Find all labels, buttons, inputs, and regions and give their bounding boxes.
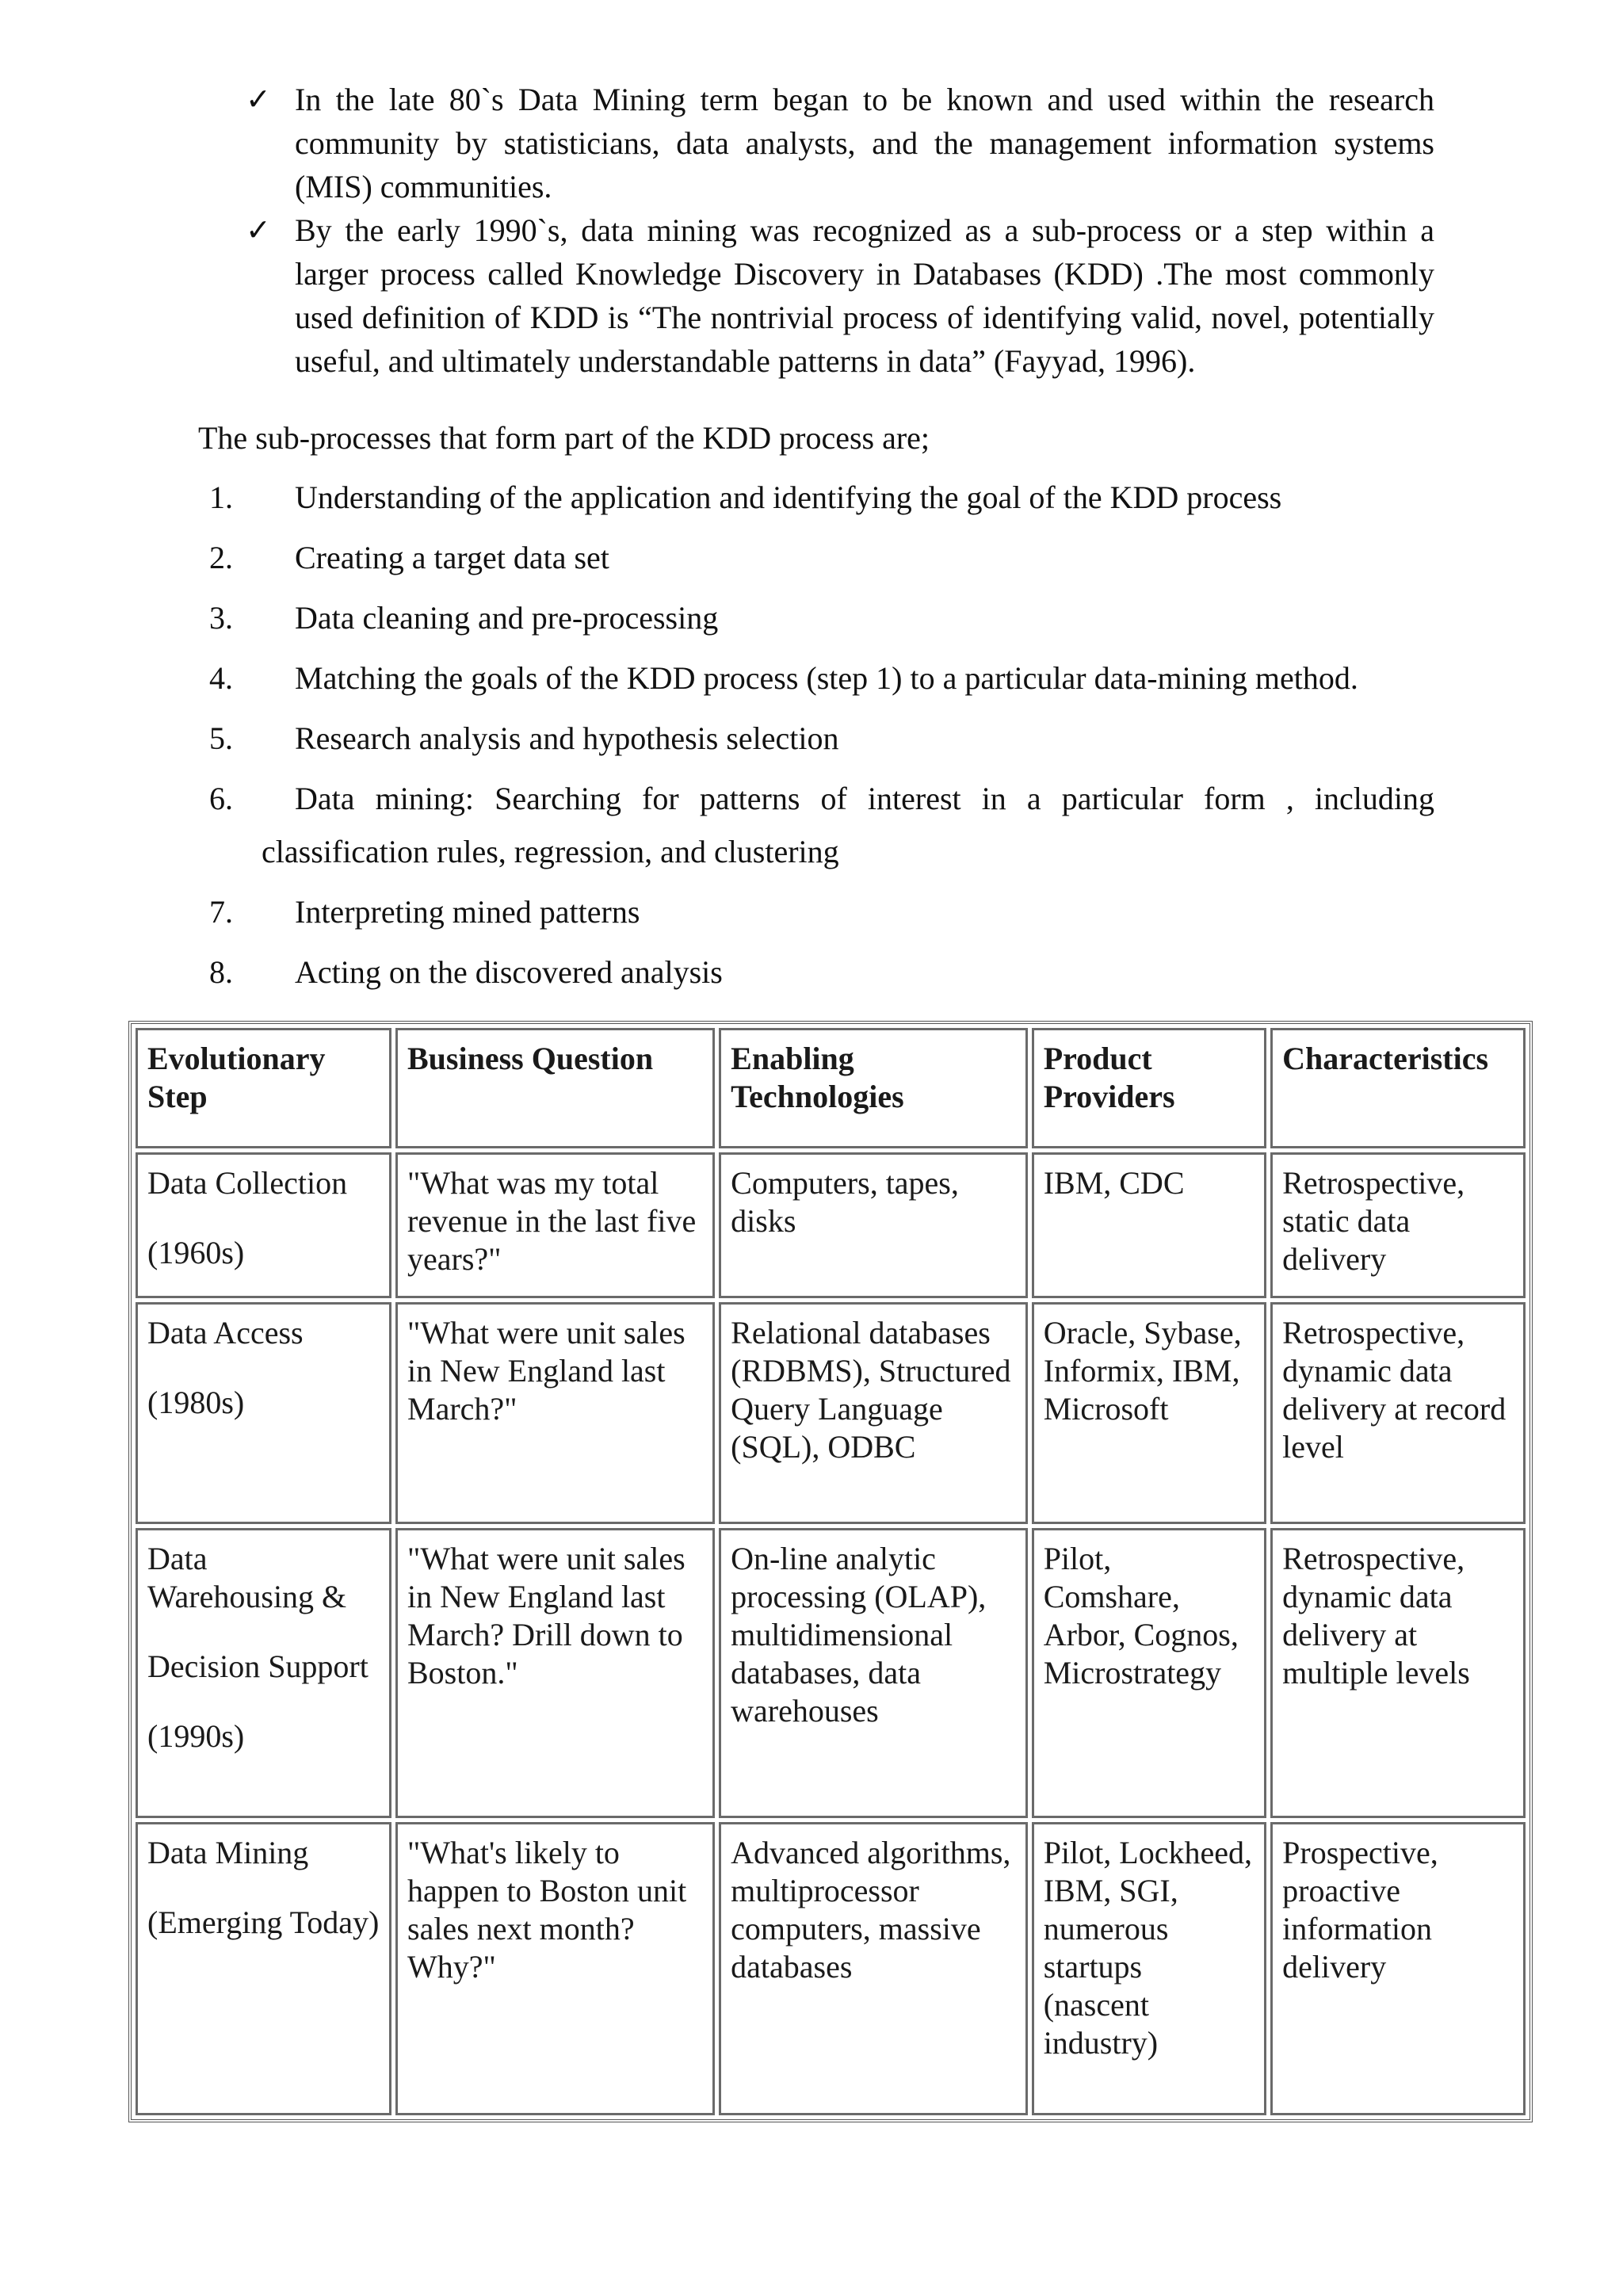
step-number: 4. (209, 660, 233, 696)
step-era: (1980s) (147, 1385, 245, 1420)
cell-product-providers: Oracle, Sybase, Informix, IBM, Microsoft (1032, 1302, 1266, 1524)
step-number: 6. (209, 781, 233, 816)
step-name: Data Warehousing & (147, 1541, 347, 1614)
step-name: Data Mining (147, 1835, 309, 1870)
bullet-text: In the late 80`s Data Mining term began to be known and used within the research community by statisticians, data analysts, and the management information systems (MIS) communities. (295, 82, 1434, 204)
history-bullet-list (238, 78, 1434, 383)
bullet-item (238, 78, 1434, 208)
cell-characteristics: Retrospective, dynamic data delivery at record level (1270, 1302, 1526, 1524)
kdd-intro-paragraph: The sub-processes that form part of the KDD process are; (198, 420, 930, 456)
step-name-cont: Decision Support (147, 1648, 369, 1684)
cell-characteristics: Retrospective, dynamic data delivery at multiple levels (1270, 1528, 1526, 1818)
table-row (136, 1528, 1526, 1818)
step-name: Data Access (147, 1315, 304, 1350)
checkmark-icon: ✓ (246, 82, 271, 117)
header-product-providers: Product Providers (1032, 1028, 1266, 1148)
step-text: Interpreting mined patterns (295, 894, 640, 930)
header-evolutionary-step: Evolutionary Step (136, 1028, 391, 1148)
step-number: 8. (209, 954, 233, 990)
step-era: (1960s) (147, 1235, 245, 1270)
cell-enabling-technologies: On-line analytic processing (OLAP), multidimensional databases, data warehouses (719, 1528, 1028, 1818)
cell-business-question: "What were unit sales in New England last March?" (395, 1302, 715, 1524)
step-era: (Emerging Today) (147, 1904, 380, 1940)
cell-product-providers: IBM, CDC (1032, 1152, 1266, 1298)
step-text: Understanding of the application and identifying the goal of the KDD process (295, 479, 1282, 515)
cell-business-question: "What's likely to happen to Boston unit sales next month? Why?" (395, 1822, 715, 2115)
cell-evolutionary-step (136, 1822, 391, 2115)
list-item (198, 716, 1434, 760)
cell-evolutionary-step (136, 1302, 391, 1524)
list-item (198, 596, 1434, 640)
table-row (136, 1822, 1526, 2115)
step-number: 7. (209, 894, 233, 930)
step-name: Data Collection (147, 1165, 348, 1201)
cell-product-providers: Pilot, Lockheed, IBM, SGI, numerous startups (nascent industry) (1032, 1822, 1266, 2115)
bullet-item (238, 208, 1434, 383)
step-number: 2. (209, 540, 233, 575)
cell-characteristics: Retrospective, static data delivery (1270, 1152, 1526, 1298)
bullet-text: By the early 1990`s, data mining was recognized as a sub-process or a step within a larger process called Knowledge Discovery in Databases (KDD) .The most commonly used definition of KDD is “The nontrivial process of identifying valid, novel, potentially useful, and ultimately understandable patterns in data” (Fayyad, 1996). (295, 212, 1434, 379)
kdd-steps-list (198, 476, 1434, 1010)
list-item (198, 777, 1434, 820)
list-item (198, 476, 1434, 519)
cell-enabling-technologies: Relational databases (RDBMS), Structured Query Language (SQL), ODBC (719, 1302, 1028, 1524)
table-row (136, 1302, 1526, 1524)
cell-enabling-technologies: Advanced algorithms, multiprocessor computers, massive databases (719, 1822, 1028, 2115)
step-text: Acting on the discovered analysis (295, 954, 723, 990)
header-business-question: Business Question (395, 1028, 715, 1148)
list-item (198, 890, 1434, 934)
list-item (198, 536, 1434, 579)
table-row (136, 1152, 1526, 1298)
step-text: Creating a target data set (295, 540, 609, 575)
checkmark-icon: ✓ (246, 212, 271, 247)
step-text: Research analysis and hypothesis selection (295, 720, 839, 756)
cell-evolutionary-step (136, 1152, 391, 1298)
step-text: Matching the goals of the KDD process (step 1) to a particular data-mining method. (295, 660, 1358, 696)
list-item (198, 656, 1434, 700)
cell-business-question: "What were unit sales in New England last March? Drill down to Boston." (395, 1528, 715, 1818)
step-text: Data cleaning and pre-processing (295, 600, 719, 636)
step-number: 1. (209, 479, 233, 515)
cell-characteristics: Prospective, proactive information delivery (1270, 1822, 1526, 2115)
data-mining-evolution-table (128, 1021, 1533, 2122)
step-number: 3. (209, 600, 233, 636)
cell-enabling-technologies: Computers, tapes, disks (719, 1152, 1028, 1298)
step-continuation: classification rules, regression, and clustering (262, 834, 839, 869)
header-enabling-technologies: Enabling Technologies (719, 1028, 1028, 1148)
step-number: 5. (209, 720, 233, 756)
table-header-row (136, 1028, 1526, 1148)
cell-business-question: "What was my total revenue in the last five years?" (395, 1152, 715, 1298)
step-text: Data mining: Searching for patterns of interest in a particular form , including (295, 781, 1434, 816)
cell-product-providers: Pilot, Comshare, Arbor, Cognos, Microstrategy (1032, 1528, 1266, 1818)
cell-evolutionary-step (136, 1528, 391, 1818)
step-era: (1990s) (147, 1718, 245, 1754)
list-item (198, 950, 1434, 994)
header-characteristics: Characteristics (1270, 1028, 1526, 1148)
